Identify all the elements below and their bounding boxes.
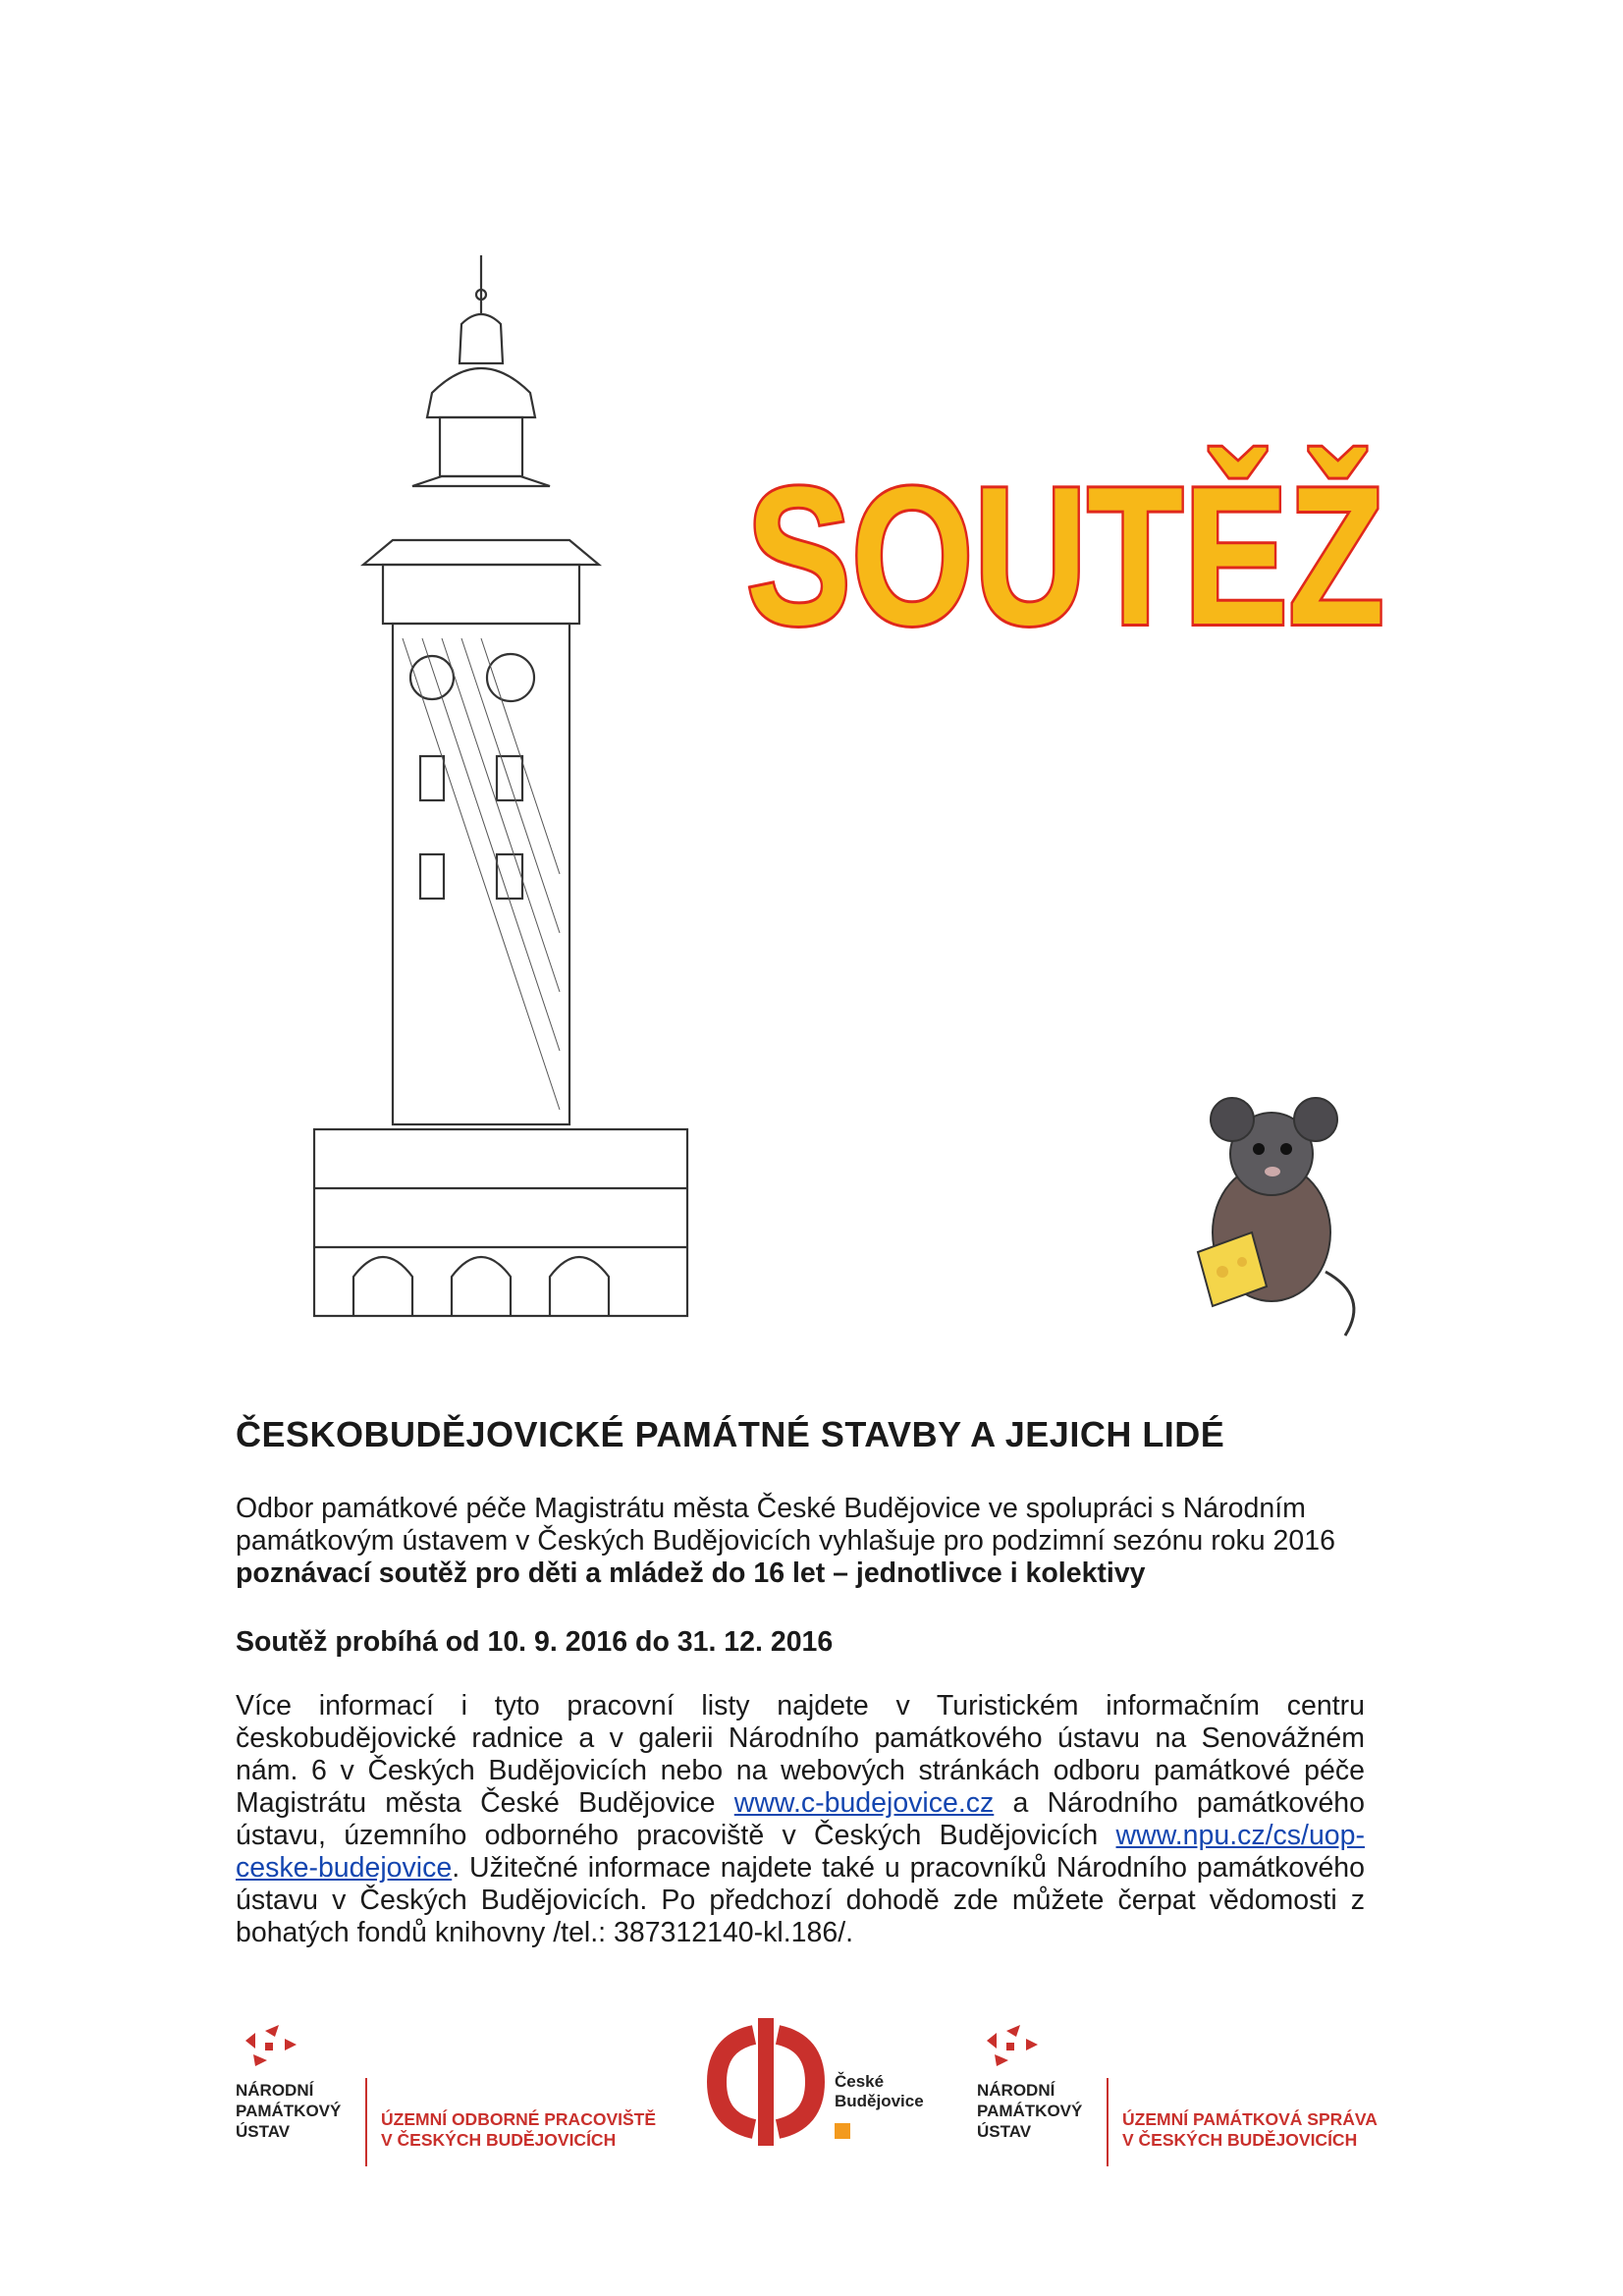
city-orange-square	[835, 2123, 850, 2139]
intro-text: Odbor památkové péče Magistrátu města České Budějovice ve spolupráci s Národním památkovým ústavem v Českých Budějovicích vyhlašuje pro podzimní sezónu roku 2016	[236, 1493, 1335, 1557]
mouse-illustration	[1178, 1085, 1375, 1340]
npu-name-line: ÚSTAV	[977, 2122, 1032, 2141]
tower-illustration	[314, 246, 727, 1326]
city-mark-icon	[707, 2013, 825, 2151]
info-part3: . Užitečné informace najdete také u pracovníků Národního památkového ústavu v Českých Budějovicích. Po předchozí dohodě zde můžete čerpat vědomosti z bohatých fondů knihovny /tel.: 387312140-kl.186/.	[236, 1852, 1365, 1948]
npu-name-line: NÁRODNÍ	[977, 2081, 1055, 2100]
npu-logo-left	[236, 2023, 707, 2160]
link-npu[interactable]: www.npu.cz/cs/uop-ceske-budejovice	[236, 1820, 1365, 1884]
npu-mark-icon	[977, 2023, 1046, 2072]
office-line: V ČESKÝCH BUDĚJOVICÍCH	[381, 2130, 617, 2150]
info-part1: Více informací i tyto pracovní listy najdete v Turistickém informačním centru českobudějovické radnice a v galerii Národního památkového ústavu na Senovážném nám. 6 v Českých Budějovicích nebo na webových stránkách odboru památkové péče Magistrátu města České Budějovice	[236, 1690, 1365, 1819]
npu-office-left	[381, 2109, 705, 2151]
npu-name-line: ÚSTAV	[236, 2122, 291, 2141]
info-part2: a Národního památkového ústavu, územního odborného pracoviště v Českých Budějovicích	[236, 1787, 1366, 1851]
intro-bold: poznávací soutěž pro děti a mládež do 16 let – jednotlivce i kolektivy	[236, 1558, 1146, 1589]
city-logo	[707, 2013, 923, 2151]
npu-name-line: NÁRODNÍ	[236, 2081, 314, 2100]
city-name-line: České	[835, 2072, 885, 2091]
npu-office-right	[1122, 2109, 1446, 2151]
info-paragraph	[236, 1690, 1365, 1949]
competition-period: Soutěž probíhá od 10. 9. 2016 do 31. 12. 2016	[236, 1626, 834, 1658]
office-line: V ČESKÝCH BUDĚJOVICÍCH	[1122, 2130, 1358, 2150]
headline: ČESKOBUDĚJOVICKÉ PAMÁTNÉ STAVBY A JEJICH LIDÉ	[236, 1414, 1225, 1454]
npu-mark-icon	[236, 2023, 304, 2072]
city-name-line: Budějovice	[835, 2092, 924, 2110]
npu-divider	[365, 2078, 367, 2166]
npu-name	[977, 2080, 1105, 2142]
npu-name	[236, 2080, 363, 2142]
npu-name-line: PAMÁTKOVÝ	[977, 2102, 1083, 2120]
npu-name-line: PAMÁTKOVÝ	[236, 2102, 342, 2120]
title-text: SOUTĚŽ	[746, 447, 1384, 666]
intro-paragraph	[236, 1493, 1365, 1590]
npu-divider	[1107, 2078, 1109, 2166]
link-c-budejovice[interactable]: www.c-budejovice.cz	[733, 1787, 995, 1819]
poster-title	[741, 412, 1389, 666]
city-name	[835, 2072, 933, 2139]
npu-logo-right	[977, 2023, 1448, 2160]
office-line: ÚZEMNÍ ODBORNÉ PRACOVIŠTĚ	[381, 2109, 657, 2129]
office-line: ÚZEMNÍ PAMÁTKOVÁ SPRÁVA	[1122, 2109, 1378, 2129]
